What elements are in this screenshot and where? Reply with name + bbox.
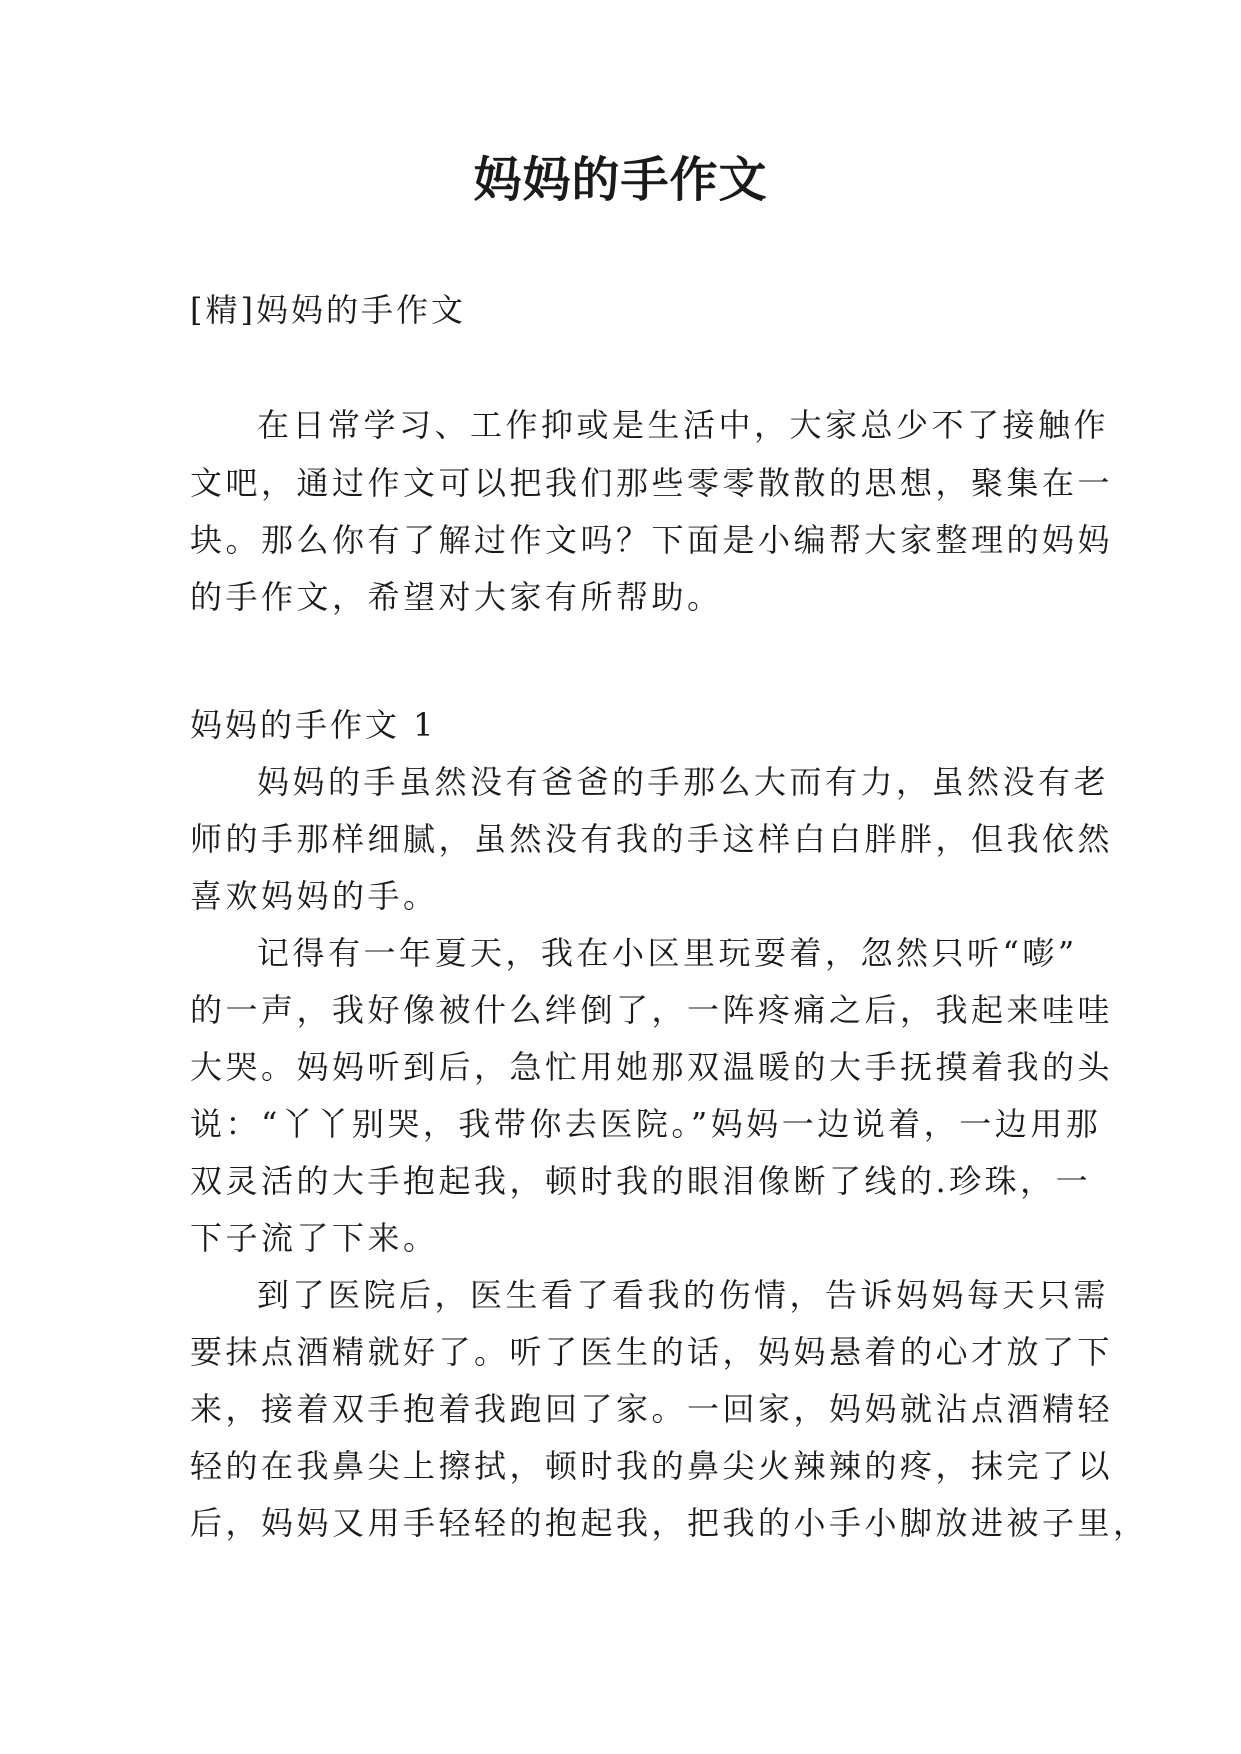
section-heading: 妈妈的手作文 1 — [190, 706, 437, 744]
body-line: 到了医院后，医生看了看我的伤情，告诉妈妈每天只需 — [257, 1276, 1110, 1314]
body-line: 记得有一年夏天，我在小区里玩耍着，忽然只听“嘭” — [257, 934, 1078, 972]
body-line: 的一声，我好像被什么绊倒了，一阵疼痛之后，我起来哇哇 — [190, 991, 1114, 1029]
body-line: 下子流了下来。 — [190, 1219, 439, 1257]
body-line: 妈妈的手虽然没有爸爸的手那么大而有力，虽然没有老 — [257, 763, 1110, 801]
document-subtitle: [精]妈妈的手作文 — [190, 291, 466, 329]
intro-line: 块。那么你有了解过作文吗？下面是小编帮大家整理的妈妈 — [190, 521, 1114, 559]
body-line: 说：“丫丫别哭，我带你去医院。”妈妈一边说着，一边用那 — [190, 1105, 1102, 1143]
body-line: 师的手那样细腻，虽然没有我的手这样白白胖胖，但我依然 — [190, 820, 1114, 858]
body-line: 来，接着双手抱着我跑回了家。一回家，妈妈就沾点酒精轻 — [190, 1390, 1114, 1428]
body-line: 双灵活的大手抱起我，顿时我的眼泪像断了线的.珍珠，一 — [190, 1162, 1092, 1200]
body-line: 喜欢妈妈的手。 — [190, 877, 439, 915]
intro-line: 的手作文，希望对大家有所帮助。 — [190, 578, 723, 616]
body-line: 轻的在我鼻尖上擦拭，顿时我的鼻尖火辣辣的疼，抹完了以 — [190, 1447, 1114, 1485]
body-line: 大哭。妈妈听到后，急忙用她那双温暖的大手抚摸着我的头 — [190, 1048, 1114, 1086]
intro-line: 文吧，通过作文可以把我们那些零零散散的思想，聚集在一 — [190, 464, 1114, 502]
body-line: 后，妈妈又用手轻轻的抱起我，把我的小手小脚放进被子里， — [190, 1504, 1149, 1542]
body-line: 要抹点酒精就好了。听了医生的话，妈妈悬着的心才放了下 — [190, 1333, 1114, 1371]
intro-line: 在日常学习、工作抑或是生活中，大家总少不了接触作 — [257, 406, 1110, 444]
document-title: 妈妈的手作文 — [473, 152, 768, 208]
